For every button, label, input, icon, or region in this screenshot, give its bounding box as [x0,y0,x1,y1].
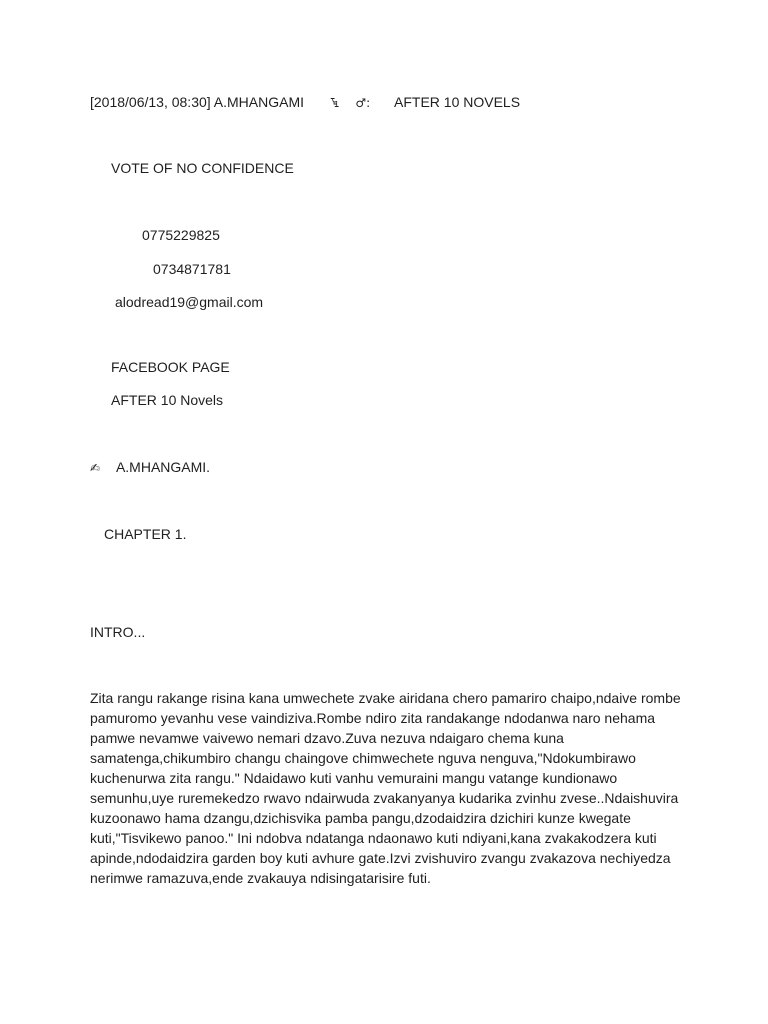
male-sign-icon: ♂: [355,96,371,110]
signature-line [90,458,210,477]
phone-number-one: 0775229825 [142,227,220,243]
paragraph-line: pamuromo yevanhu vese vaindiziva.Rombe ndiro zita randakange ndodanwa naro nehama [90,710,656,726]
paragraph-line: kuzoonawo hama dzangu,dzichisvika pamba pangu,dzodaidzira dzichiri kunze kwegate [90,810,631,826]
chapter-heading: CHAPTER 1. [104,526,187,542]
phone-number-two: 0734871781 [153,261,231,277]
email-address: alodread19@gmail.com [115,294,264,310]
header-line [90,93,370,112]
paragraph-line: kuti,"Tisvikewo panoo." Ini ndobva ndatanga ndaonawo kuti ndiyani,kana zvakakodzera kuti [90,830,657,846]
facebook-label: FACEBOOK PAGE [111,359,230,375]
paragraph-line: pamwe nevamwe vaivewo nemari dzavo.Zuva nezuva ndaigaro chema kuna [90,730,564,746]
facebook-page-name: AFTER 10 Novels [111,392,224,408]
section-heading: INTRO... [90,624,146,640]
paragraph-line: apinde,ndodaidzira garden boy kuti avhure gate.Izvi zvishuviro zvangu zvakazova nechiyedza [90,850,671,866]
paragraph-line: Zita rangu rakange risina kana umwechete zvake airidana chero pamariro chaipo,ndaive rombe [90,690,681,706]
paragraph-line: kuchenurwa zita rangu." Ndaidawo kuti vanhu vemuraini mangu vatange kundionawo [90,770,618,786]
signature-author: A.MHANGAMI. [115,459,211,475]
header-glyph-icon: ꔃ [329,96,340,110]
paragraph-line: samatenga,chikumbiro changu chaingove chimwechete nguva nenguva,"Ndokumbirawo [90,750,636,766]
header-timestamp-author: [2018/06/13, 08:30] A.MHANGAMI [90,94,305,110]
paragraph-line: semunhu,uye ruremekedzo rwavo ndairwuda zvakanyanya kudarika zvinhu zvese..Ndaishuvira [90,790,679,806]
writing-hand-icon: ✍ [90,461,101,475]
paragraph-line: nerimwe ramazuva,ende zvakauya ndisingatarisire futi. [90,870,431,886]
story-title: VOTE OF NO CONFIDENCE [111,160,294,176]
series-name: AFTER 10 NOVELS [394,94,521,110]
intro-paragraph [90,688,680,888]
